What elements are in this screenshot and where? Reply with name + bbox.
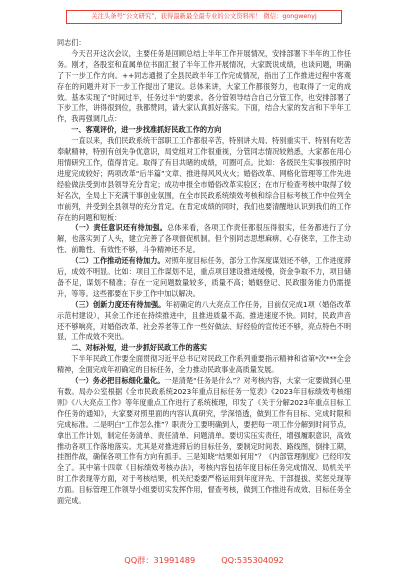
section-heading-2: 二、对标补短，进一步抓好民政工作的落实 (71, 343, 207, 353)
paragraph: 下半年民政工作要全面贯彻习近平总书记对民政工作系列重要指示精神和省第*次***全会精神，全面完成年初确定的目标任务，全力推动民政事业高质量发展。 (57, 354, 351, 375)
subsection-text: 总体来看，各项工作责任都很压得很实，任务都进行了分解，也落实到了人头，建立完善了各项督促机制。但个别同志思想麻痹、心存侥幸，工作主动性、前瞻性、有效性不够，斗争精神还不足。 (57, 223, 351, 255)
section-heading-1: 一、客观评价，进一步找准抓好民政工作的方向 (71, 125, 222, 135)
subsection-paragraph (57, 256, 351, 300)
document-body (57, 38, 351, 507)
subsection-heading: （二）工作推动还有待加力。 (71, 256, 165, 266)
paragraph: 一直以来，我们民政系统干部职工工作都很辛苦，特别讲大局、特别重实干、特别有吃苦奉献精神，特别有创先争优意识，局党组对工作很重视，分管同志情况较熟悉，大家都在用心用情研究工作，值得肯定。取得了有目共睹的成绩，可圈可点。比如：各级民生实事按照序时进度完成较好；两项改革“后半篇”文章、推进得风风火火；婚俗改革、网格化管理等工作先进经验做法受到市县领导充分肯定；成功申报全市婚俗改革实验区；在市厅检查考核中取得了较好名次，全局上下充满干事创业氛围，在全市民政系统绩效考核和综合目标考核工作中位列全市前列，并受到全县领导的充分肯定。在肯定成绩的同时，我们也要清醒地认识到我们的工作存在的问题和短板： (57, 136, 351, 222)
subsection-heading: （一）务必把目标细化量化。 (71, 376, 165, 386)
subsection-text: 年初确定的八大亮点工作任务，目前仅完成1项（婚俗改革示范村建设），其余工作还在持续推进中，且推进质量不高、推进速度不快。同时，民政声音还不够响亮，对婚俗改革、社会养老等工作一些好做法、好经验的宣传还不够，亮点特色不明显，工作成效不突出。 (57, 299, 351, 342)
subsection-heading: （一）责任意识还有待加强。 (71, 223, 168, 233)
subsection-heading: （三）创新力度还有待加强。 (71, 299, 166, 309)
subsection-paragraph (57, 300, 351, 344)
paragraph-intro: 今天召开这次会议，主要任务是回顾总结上半年工作开展情况，安排部署下半年的工作任务。刚才，各股室和直属单位书面汇报了半年工作开展情况，大家既说成绩，也谈问题，明确了下一步工作方向。++同志通报了全县民政半年工作完成情况，指出了工作推进过程中客观存在的问题并对下一步工作提出了建议。总体来讲，大家工作都很努力，也取得了一定的成效。基本实现了“时间过半，任务过半”的要求。各分管领导结合自己分管工作，也安排部署了下步工作，讲得很到位，我都赞同，请大家认真抓好落实。下面，结合大家的发言和下半年工作，我再强调几点： (57, 48, 351, 124)
salutation: 同志们： (57, 38, 86, 47)
top-banner: 关注头条号“公文研究”，获得最新最全最专业的公文资料库！ 微信：gongwenyj (66, 10, 342, 24)
subsection-text: 一是清楚“任务是什么”？对考核内容，大家一定要做到心里有数。局办公室根据《全市民政系统2023年重点目标任务一览表》《2023年目标绩效考核细则》《八大亮点工作》等年度重点工作进行了系统梳理，印发了《关于分解2023年重点目标工作任务的通知》，大家要对照里面的内容认真研究，学深悟透，做到工作有目标、完成时限和完成标准。二是明白“工作怎么推”？职责分工要明确到人，要把每一项工作分解到时间节点，拿出工作计划，制定任务清单、责任清单、问题清单。要切实压实责任，增强履职意识，高效推动各项工作落地落实。尤其是对推进滞后的目标任务，要制定时间表、路线图，倒排工期，挂图作战，确保各项工作有方向有抓手。三是知晓“结果如何用”？《内部管理制度》已经印发全了。其中第十四章《目标绩效考核办法》，考核内容包括年度目标任务完成情况、局机关平时工作表现等方面，对于考核结果，机关纪委要严格运用到年度评先、干部提拔、奖惩兑现等方面。目标管理工作领导小组要切实发挥作用，督查考核，做到工作推进有成效、目标任务全面完成。 (57, 376, 351, 506)
subsection-paragraph (57, 376, 351, 507)
subsection-paragraph (57, 223, 351, 256)
footer-contact: QQ群：31991489 QQ:535304092 (124, 555, 284, 565)
subsection-text: 对照年度目标任务，部分工作深度谋划还不够，工作进度滞后，成效不明显。比如：项目工作谋划不足，重点项目建设推进缓慢，资金争取不力，项目储备不足，谋划不精准；存在一定问题数量较多，质量不高；婚姻登记、民政服务能力仍需提升，等等。这些都要在下步工作中加以解决。 (57, 256, 351, 298)
